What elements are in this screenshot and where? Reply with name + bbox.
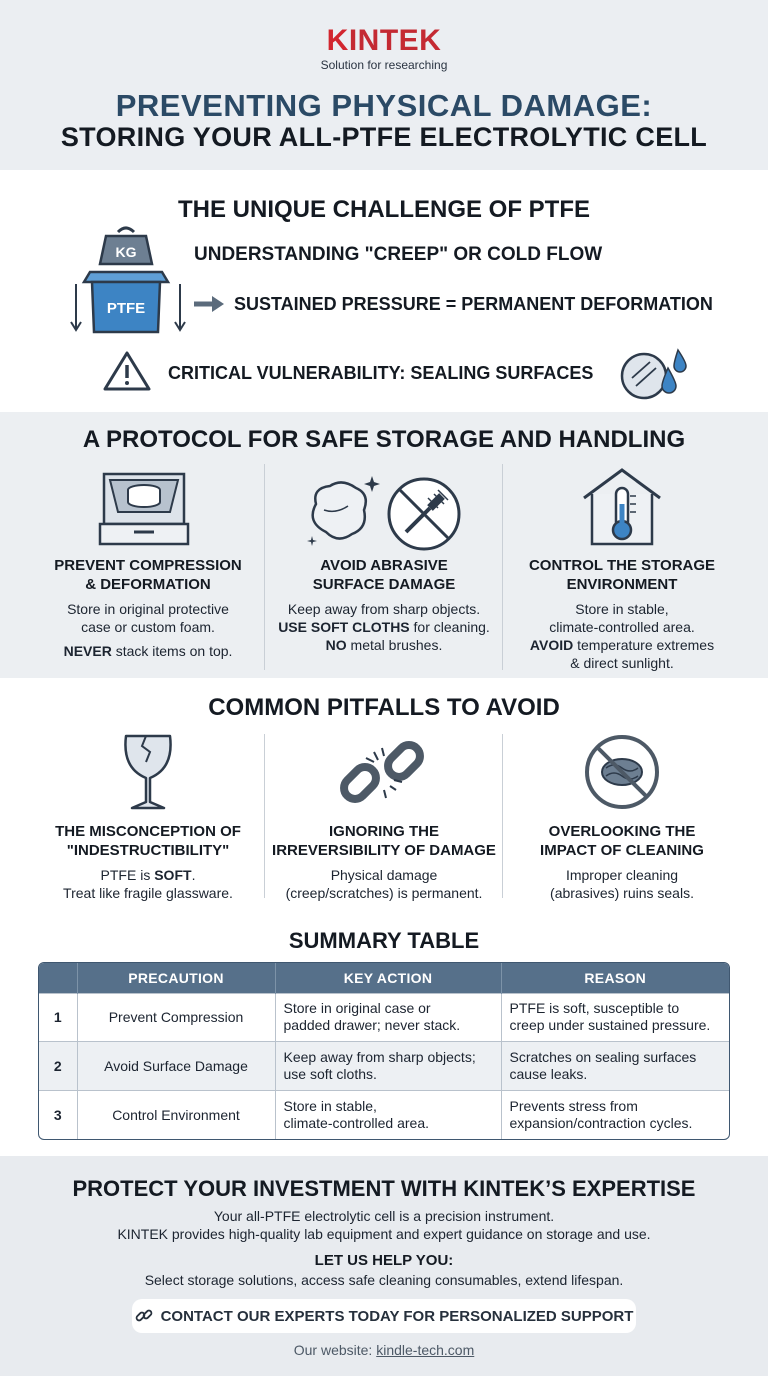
protocol-item-abrasion — [266, 556, 502, 654]
column-divider — [502, 734, 503, 898]
website-line: Our website: kindle-tech.com — [293, 1342, 475, 1358]
protocol-item-warning: NEVER stack items on top. — [63, 643, 233, 659]
pitfall-item-title: IGNORING THE IRREVERSIBILITY OF DAMAGE — [272, 823, 496, 859]
protocol-item-text: Store in original protective case or custom foam. — [67, 601, 229, 635]
row-number: 1 — [39, 993, 77, 1042]
protocol-item-compression — [30, 556, 266, 660]
soft-cloth-icon — [302, 470, 384, 550]
protocol-item-environment — [504, 556, 740, 672]
table-row — [39, 1042, 729, 1091]
challenge-heading: THE UNIQUE CHALLENGE OF PTFE — [177, 196, 590, 223]
row-reason: Prevents stress from expansion/contraction cycles. — [501, 1091, 729, 1139]
table-row — [39, 1091, 729, 1139]
warning-icon — [102, 350, 152, 392]
protocol-item-title: PREVENT COMPRESSION & DEFORMATION — [54, 557, 242, 593]
table-header-cell — [39, 963, 77, 993]
creep-heading: UNDERSTANDING "CREEP" OR COLD FLOW — [194, 244, 603, 265]
seal-droplet-icon — [616, 344, 696, 402]
contact-experts-label: CONTACT OUR EXPERTS TODAY FOR PERSONALIZED SUPPORT — [160, 1307, 634, 1325]
sealing-surfaces-text: CRITICAL VULNERABILITY: SEALING SURFACES — [168, 363, 594, 383]
website-link[interactable]: kindle-tech.com — [376, 1342, 475, 1358]
row-number: 3 — [39, 1091, 77, 1139]
cta-help-line: Select storage solutions, access safe cleaning consumables, extend lifespan. — [144, 1272, 624, 1288]
pitfall-item-title: OVERLOOKING THE IMPACT OF CLEANING — [540, 823, 704, 859]
broken-chain-icon — [338, 730, 428, 814]
pitfall-item-text: PTFE is SOFT. Treat like fragile glassware. — [63, 867, 233, 901]
row-action: Store in original case or padded drawer; never stack. — [275, 993, 501, 1042]
pitfall-item-indestructibility — [30, 822, 266, 902]
protocol-section — [0, 412, 768, 678]
page-title-line1: PREVENTING PHYSICAL DAMAGE: — [115, 88, 653, 123]
pitfalls-heading: COMMON PITFALLS TO AVOID — [208, 694, 560, 721]
table-row — [39, 993, 729, 1042]
challenge-section — [0, 170, 768, 412]
brand-tagline: Solution for researching — [320, 58, 448, 72]
kintek-logo: KINTEK — [326, 24, 442, 57]
pitfall-item-text: Improper cleaning (abrasives) ruins seals. — [550, 867, 694, 901]
summary-heading: SUMMARY TABLE — [288, 928, 480, 953]
protocol-item-title: AVOID ABRASIVE SURFACE DAMAGE — [312, 557, 456, 593]
protocol-heading: A PROTOCOL FOR SAFE STORAGE AND HANDLING — [82, 426, 686, 453]
cta-help-heading: LET US HELP YOU: — [314, 1252, 454, 1269]
pitfall-item-irreversibility — [266, 822, 502, 902]
summary-table — [38, 962, 730, 1140]
pitfall-item-title: THE MISCONCEPTION OF "INDESTRUCTIBILITY" — [55, 823, 241, 859]
page-title-line2: STORING YOUR ALL-PTFE ELECTROLYTIC CELL — [60, 122, 708, 152]
pitfalls-section — [0, 678, 768, 908]
no-abrasive-pad-icon — [582, 732, 662, 812]
ptfe-block-label: PTFE — [106, 300, 146, 317]
weight-label: KG — [115, 244, 137, 260]
row-action: Keep away from sharp objects; use soft cloths. — [275, 1042, 501, 1091]
contact-experts-button[interactable] — [132, 1299, 636, 1333]
summary-section — [0, 908, 768, 1156]
protocol-item-text: Keep away from sharp objects. USE SOFT CLOTHS for cleaning. NO metal brushes. — [278, 601, 490, 653]
row-action: Store in stable, climate-controlled area. — [275, 1091, 501, 1139]
row-precaution: Prevent Compression — [77, 993, 275, 1042]
table-header-cell: PRECAUTION — [77, 963, 275, 993]
cta-line2: KINTEK provides high-quality lab equipment and expert guidance on storage and use. — [117, 1226, 651, 1242]
weight-compression-icon — [66, 224, 190, 342]
row-reason: PTFE is soft, susceptible to creep under sustained pressure. — [501, 993, 729, 1042]
protocol-item-text: Store in stable, climate-controlled area. AVOID temperature extremes & direct sunlight. — [529, 601, 715, 671]
pressure-deformation-text: SUSTAINED PRESSURE = PERMANENT DEFORMATION — [234, 294, 713, 314]
column-divider — [502, 464, 503, 670]
table-header-row — [39, 963, 729, 993]
table-header-cell: REASON — [501, 963, 729, 993]
row-precaution: Avoid Surface Damage — [77, 1042, 275, 1091]
link-icon — [135, 1307, 153, 1325]
right-arrow-icon — [192, 294, 228, 314]
climate-controlled-house-icon — [580, 466, 664, 548]
row-number: 2 — [39, 1042, 77, 1091]
pitfall-item-cleaning — [504, 822, 740, 902]
cta-line1: Your all-PTFE electrolytic cell is a precision instrument. — [213, 1208, 555, 1224]
header-band — [0, 0, 768, 170]
protocol-item-title: CONTROL THE STORAGE ENVIRONMENT — [528, 557, 716, 593]
row-reason: Scratches on sealing surfaces cause leaks. — [501, 1042, 729, 1091]
broken-glass-icon — [116, 732, 180, 814]
drawer-foam-icon — [96, 468, 192, 548]
no-metal-brush-icon — [384, 474, 464, 554]
cta-heading: PROTECT YOUR INVESTMENT WITH KINTEK’S EXPERTISE — [72, 1176, 696, 1201]
pitfall-item-text: Physical damage (creep/scratches) is permanent. — [285, 867, 483, 901]
table-header-cell: KEY ACTION — [275, 963, 501, 993]
row-precaution: Control Environment — [77, 1091, 275, 1139]
